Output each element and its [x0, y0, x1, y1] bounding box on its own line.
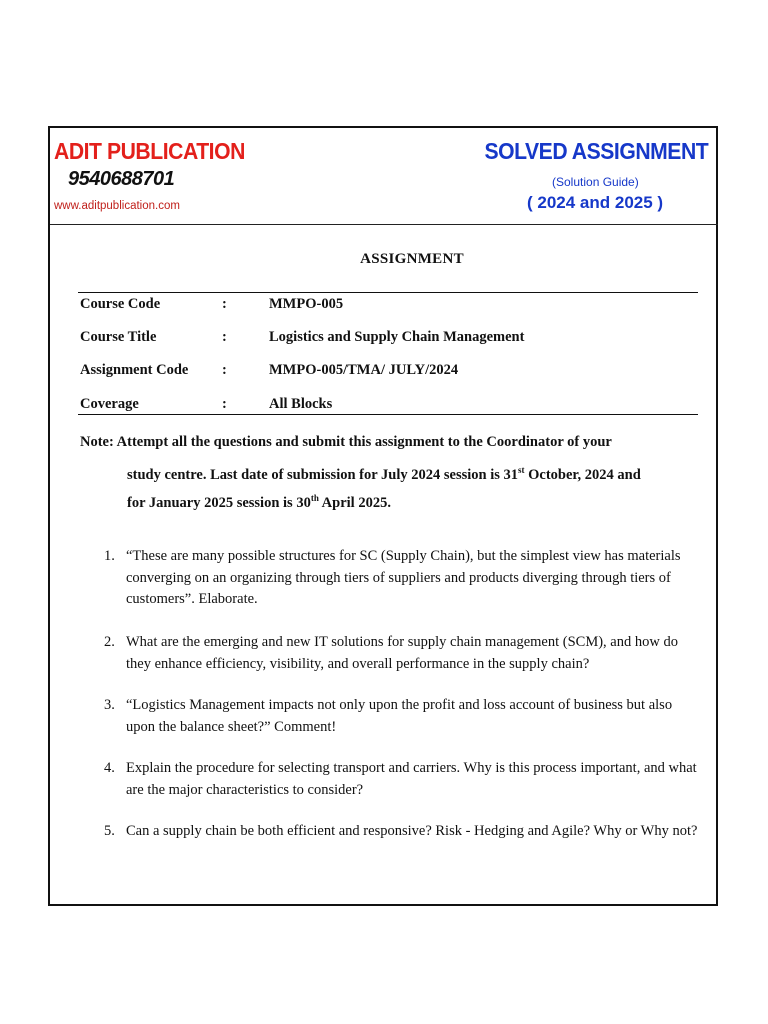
publisher-phone: 9540688701 [68, 168, 175, 190]
info-value: MMPO-005 [269, 296, 344, 312]
table-top-rule [78, 292, 698, 293]
question-number: 5. [104, 823, 115, 839]
info-colon: : [222, 329, 227, 345]
header-divider [50, 224, 718, 225]
note-line-3-sup: th [310, 493, 319, 503]
info-colon: : [222, 396, 227, 412]
note-line-1: Note: Attempt all the questions and submit this assignment to the Coordinator of your [80, 434, 612, 450]
assignment-heading: ASSIGNMENT [360, 251, 464, 267]
info-value: Logistics and Supply Chain Management [269, 329, 525, 345]
note-line-2-end: October, 2024 and [524, 466, 641, 483]
publisher-name: ADIT PUBLICATION [54, 138, 245, 164]
note-line-2-text: study centre. Last date of submission for July 2024 session is 31 [127, 466, 519, 483]
question-number: 1. [104, 548, 115, 564]
info-label: Course Code [80, 296, 161, 312]
question-text: Explain the procedure for selecting transport and carriers. Why is this process important, and what are the major characteristics to consider? [126, 760, 697, 798]
info-value: All Blocks [269, 396, 333, 412]
info-value: MMPO-005/TMA/ JULY/2024 [269, 362, 459, 378]
question-text: “Logistics Management impacts not only upon the profit and loss account of business but also upon the balance sheet?” Comment! [126, 697, 673, 735]
info-label: Course Title [80, 329, 157, 345]
question-number: 3. [104, 697, 115, 713]
info-colon: : [222, 296, 227, 312]
note-line-3-end: April 2025. [318, 494, 391, 511]
table-bottom-rule [78, 414, 698, 415]
note-line-2-sup: st [518, 465, 525, 475]
note-line-3-text: for January 2025 session is 30 [127, 494, 311, 511]
question-number: 4. [104, 760, 115, 776]
publisher-website[interactable]: www.aditpublication.com [54, 200, 180, 212]
info-colon: : [222, 362, 227, 378]
solution-guide-subtitle: (Solution Guide) [552, 175, 639, 189]
info-label: Assignment Code [80, 362, 189, 378]
question-text: Can a supply chain be both efficient and responsive? Risk - Hedging and Agile? Why or Why not? [126, 823, 698, 839]
years-label: ( 2024 and 2025 ) [527, 193, 664, 212]
question-text: What are the emerging and new IT solutions for supply chain management (SCM), and how do they enhance efficiency, visibility, and overall performance in the supply chain? [126, 634, 678, 672]
solved-assignment-title: SOLVED ASSIGNMENT [484, 138, 708, 164]
question-number: 2. [104, 634, 115, 650]
question-text: “These are many possible structures for SC (Supply Chain), but the simplest view has materials converging on an organizing through tiers of suppliers and products diverging through tiers of customers”. Elaborate. [126, 548, 681, 607]
info-label: Coverage [80, 396, 139, 412]
note-line-3 [127, 484, 391, 517]
